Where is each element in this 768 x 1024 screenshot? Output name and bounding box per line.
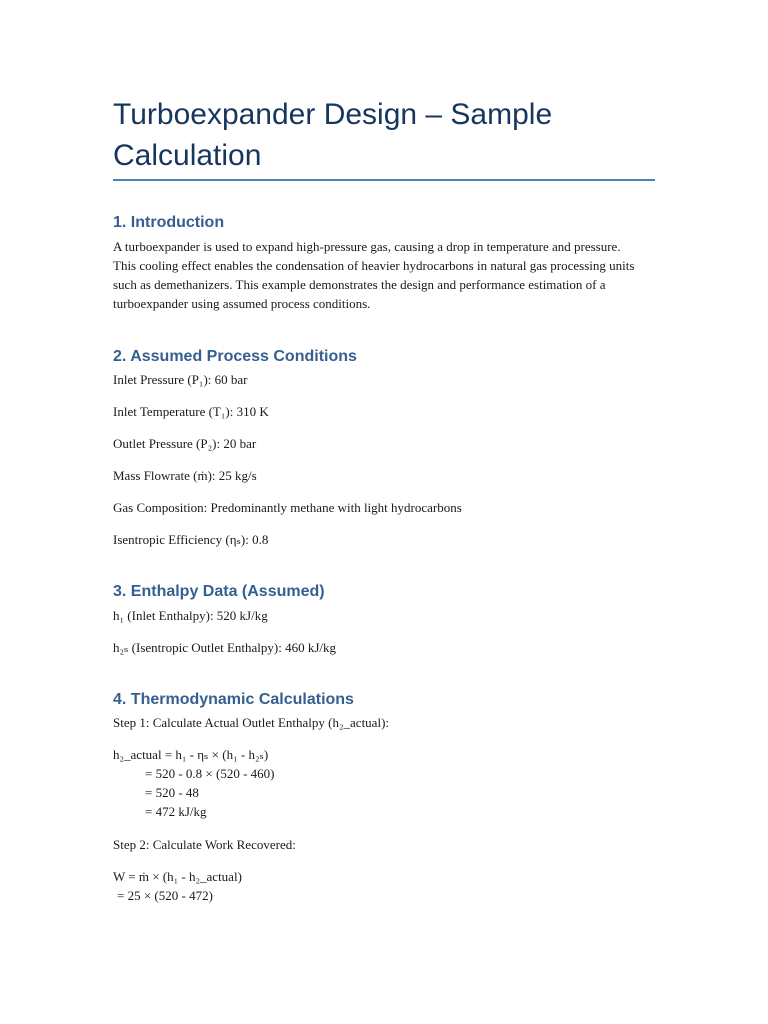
condition-gas-composition: Gas Composition: Predominantly methane with light hydrocarbons xyxy=(113,500,462,515)
equation1-line: = 472 kJ/kg xyxy=(145,804,207,819)
equation2-line: = 25 × (520 - 472) xyxy=(117,888,213,903)
enthalpy-inlet: h₁ (Inlet Enthalpy): 520 kJ/kg xyxy=(113,608,268,623)
equation1-line: = 520 - 0.8 × (520 - 460) xyxy=(145,766,275,781)
condition-inlet-pressure: Inlet Pressure (P₁): 60 bar xyxy=(113,372,248,387)
heading-thermodynamic-calculations: 4. Thermodynamic Calculations xyxy=(113,691,354,708)
document-title: Turboexpander Design – Sample Calculation xyxy=(113,98,553,172)
condition-mass-flowrate: Mass Flowrate (ṁ): 25 kg/s xyxy=(113,468,257,483)
enthalpy-isentropic-outlet: h₂ₛ (Isentropic Outlet Enthalpy): 460 kJ/kg xyxy=(113,640,337,655)
title-divider xyxy=(113,179,655,181)
equation1-line: = 520 - 48 xyxy=(145,785,199,800)
step1-text: Step 1: Calculate Actual Outlet Enthalpy (h₂_actual): xyxy=(113,715,390,730)
equation1-line: h₂_actual = h₁ - ηₛ × (h₁ - h₂ₛ) xyxy=(113,747,269,762)
intro-paragraph: A turboexpander is used to expand high-pressure gas, causing a drop in temperature and pressure. This cooling effect enables the condensation of heavier hydrocarbons in natural gas processing units such as demethanizers. This example demonstrates the design and performance estimation of a turboexpander using assumed process conditions. xyxy=(113,239,635,311)
condition-inlet-temperature: Inlet Temperature (T₁): 310 K xyxy=(113,404,269,419)
condition-outlet-pressure: Outlet Pressure (P₂): 20 bar xyxy=(113,436,257,451)
equation2-line: W = ṁ × (h₁ - h₂_actual) xyxy=(113,869,242,884)
condition-isentropic-efficiency: Isentropic Efficiency (ηₛ): 0.8 xyxy=(113,532,269,547)
heading-process-conditions: 2. Assumed Process Conditions xyxy=(113,348,357,365)
heading-introduction: 1. Introduction xyxy=(113,214,225,231)
step2-text: Step 2: Calculate Work Recovered: xyxy=(113,837,296,852)
heading-enthalpy-data: 3. Enthalpy Data (Assumed) xyxy=(113,583,325,600)
